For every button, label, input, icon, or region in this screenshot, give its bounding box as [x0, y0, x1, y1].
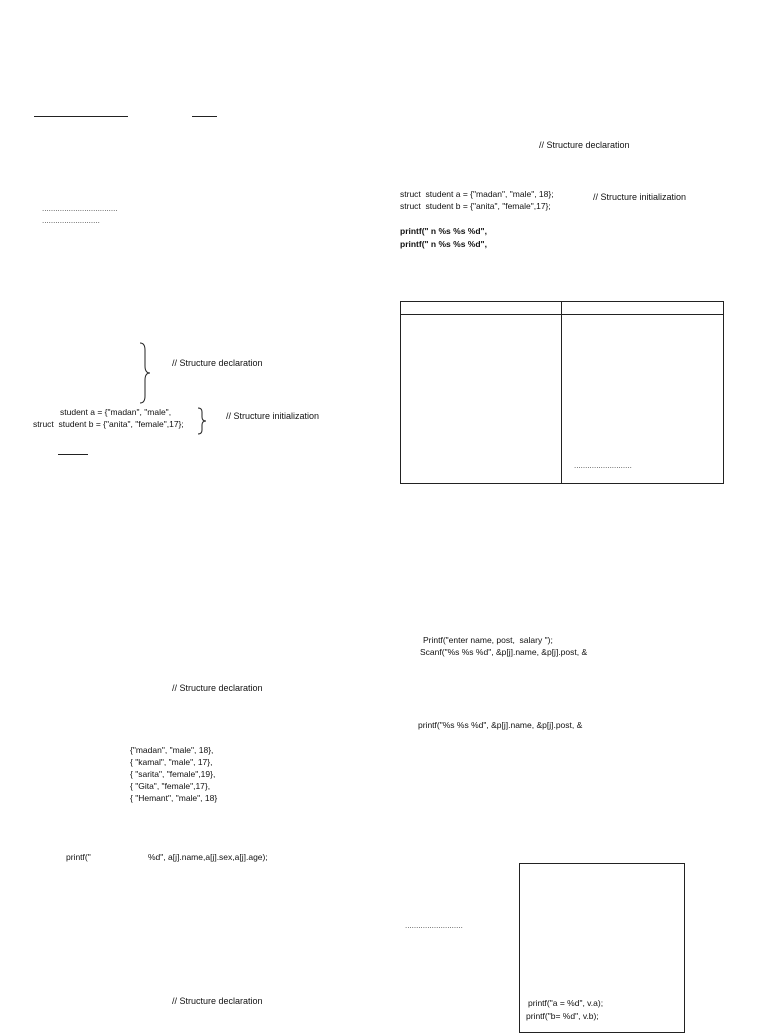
printf-line-2: printf(" n %s %s %d", — [400, 239, 487, 249]
init-comment-1: // Structure initialization — [226, 411, 320, 421]
dotted-placeholder-2: .......................... — [42, 216, 100, 225]
array-init-line-5: { "Hemant", "male", 18} — [130, 793, 218, 803]
input-prompt-line: Printf("enter name, post, salary "); — [423, 635, 553, 645]
table-column-divider — [561, 302, 562, 483]
declaration-brace-icon — [138, 342, 152, 404]
array-init-line-3: { "sarita", "female",19}, — [130, 769, 216, 779]
table-header-divider — [401, 314, 723, 315]
printf-prefix: printf(" — [66, 852, 91, 862]
heading-underline-2 — [192, 116, 217, 117]
array-init-line-1: {"madan", "male", 18}, — [130, 745, 214, 755]
init-brace-icon — [196, 407, 208, 435]
printf-rest: %d", a[j].name,a[j].sex,a[j].age); — [148, 852, 268, 862]
declaration-comment-2: // Structure declaration — [172, 683, 263, 693]
right-init-line-a: struct student a = {"madan", "male", 18}; — [400, 189, 554, 199]
init-line-a: student a = {"madan", "male", — [60, 407, 172, 417]
init-line-b: struct student b = {"anita", "female",17}; — [33, 419, 184, 429]
printf-line-1: printf(" n %s %s %d", — [400, 226, 487, 236]
init-comment-right: // Structure initialization — [593, 192, 687, 202]
array-init-line-2: { "kamal", "male", 17}, — [130, 757, 213, 767]
declaration-comment-1: // Structure declaration — [172, 358, 263, 368]
right-init-line-b: struct student b = {"anita", "female",17}; — [400, 201, 551, 211]
declaration-comment-3: // Structure declaration — [172, 996, 263, 1006]
section-underline — [58, 454, 88, 455]
array-init-line-4: { "Gita", "female",17}, — [130, 781, 211, 791]
dotted-placeholder-1: .................................. — [42, 204, 118, 213]
declaration-comment-right: // Structure declaration — [539, 140, 630, 150]
dotted-placeholder-right: .......................... — [405, 921, 463, 930]
scanf-line: Scanf("%s %s %d", &p[j].name, &p[j].post, & — [420, 647, 588, 657]
union-printf-b: printf("b= %d", v.b); — [526, 1011, 599, 1021]
heading-underline-1 — [34, 116, 128, 117]
table-dotted-placeholder: .......................... — [574, 461, 632, 470]
output-table — [400, 301, 724, 484]
union-printf-a: printf("a = %d", v.a); — [528, 998, 604, 1008]
output-printf-line: printf("%s %s %d", &p[j].name, &p[j].post, & — [418, 720, 583, 730]
